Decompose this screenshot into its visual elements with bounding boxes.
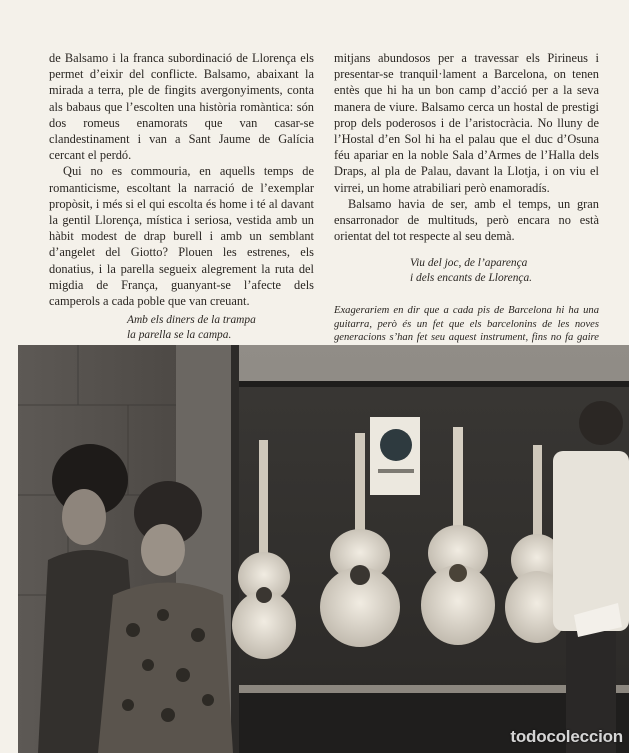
verse-couplet [49, 313, 314, 343]
verse-couplet [334, 256, 599, 286]
photo-illustration [18, 345, 629, 753]
paragraph: de Balsamo i la franca subordinació de Llorença els permet d’eixir del conflicte. Balsamo, abaixant la mirada a terra, ple de fingits avergonyiments, conta als babaus que l’escolten una història romàntica: són dos romeus enamorats que van casar-se clandestinament i van a Sant Jaume de Galícia cercant el perdó. [49, 51, 314, 163]
paragraph: Qui no es commouria, en aquells temps de romanticisme, escoltant la narració de l’exemplar propòsit, i més si el qui escolta és home i té al davant la gentil Llorença, mística i seriosa, vestida amb un hàbit modest de drap burell i amb un semblant d’angelet del Giotto? Plouen les estrenes, els donatius, i la parella segueix alegrement la ruta del migdia de França, guanyant-se l’afecte dels camperols a cada poble que van creuant. [49, 164, 314, 309]
paragraph: Balsamo havia de ser, amb el temps, un gran ensarronador de multituds, però encara no està orientat del tot respecte al seu demà. [334, 196, 599, 244]
watermark: todocoleccion [510, 727, 623, 746]
verse-line: Viu del joc, de l’aparença [410, 257, 528, 270]
poster [370, 417, 420, 495]
verse-line: Amb els diners de la trampa [127, 314, 256, 327]
verse-line: la parella se la campa. [127, 329, 232, 342]
right-text-column [334, 50, 599, 357]
photo-caption: Exagerariem en dir que a cada pis de Barcelona hi ha una guitarra, però és un fet que els barcelonins de les noves generacions s’han fet seu aquest instrument, fins no fa gaire [334, 305, 599, 343]
verse-line: i dels encants de Llorença. [410, 272, 533, 285]
street-photo-guitar-shop [18, 345, 629, 753]
paragraph: mitjans abundosos per a travessar els Pirineus i presentar-se tranquil·lament a Barcelona, on tenen entès que hi ha un bon camp d’acció per a la seva manera de viure. Balsamo cerca un hostal de prestigi prop dels poderosos i de l’aristocràcia. No lluny de l’Hostal d’en Sol hi ha el palau que el duc d’Osuna féu apariar en la noble Sala d’Armes de l’Halla dels Draps, al pla de Palau, davant la Llotja, i on viu el virrei, un home atrabiliari però enamoradís. [334, 51, 599, 195]
